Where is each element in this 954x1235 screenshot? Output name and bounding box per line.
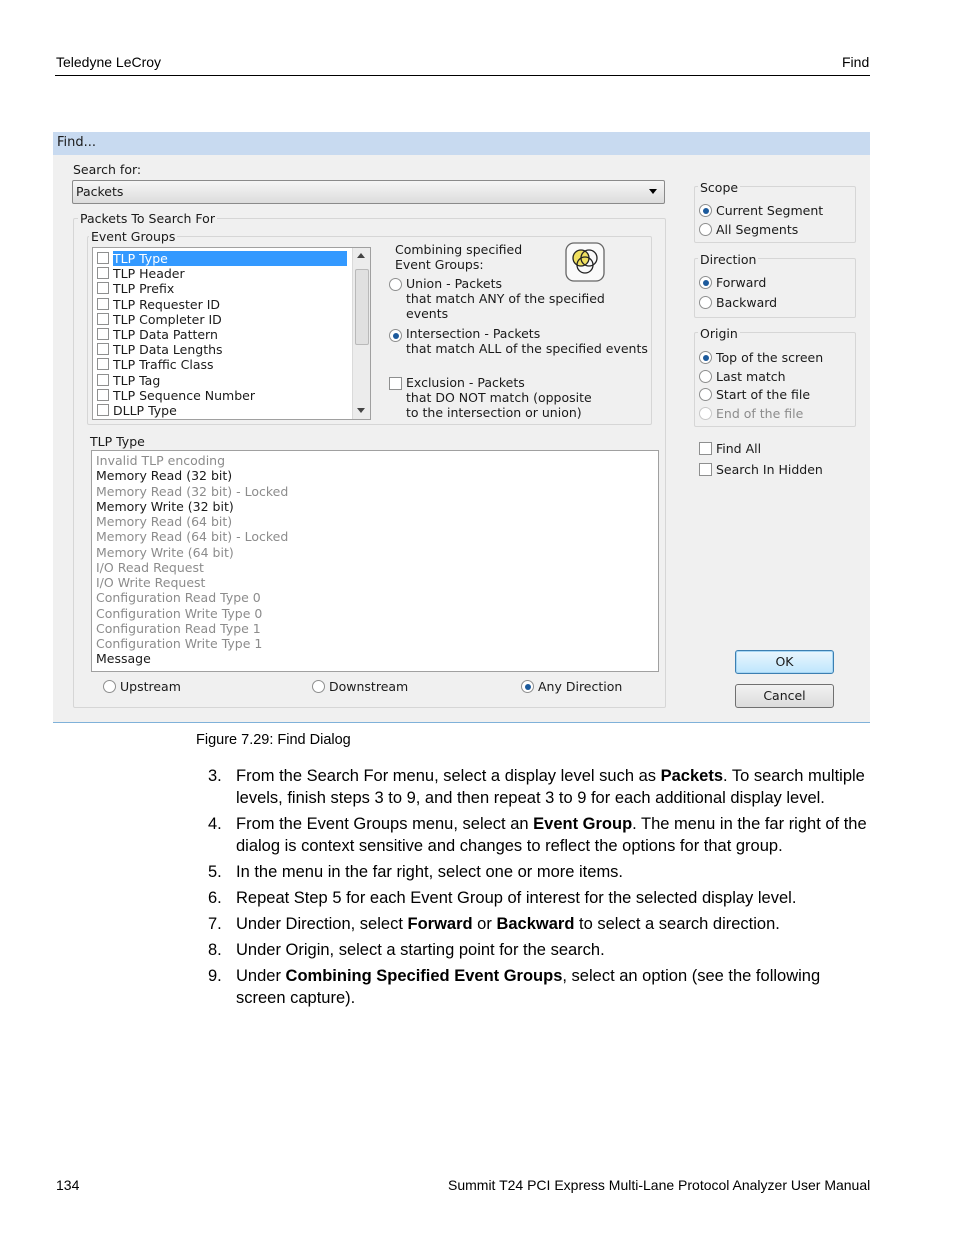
event-group-item[interactable] [97,373,160,388]
step-text: Under Origin, select a starting point for the search. [236,941,605,959]
exclusion-desc-1: that DO NOT match (opposite [406,390,592,405]
event-group-label: TLP Tag [113,372,161,388]
event-group-checkbox[interactable] [97,328,109,340]
step-text: , select an option (see the following screen capture). [236,967,821,1007]
cancel-button[interactable]: Cancel [735,684,834,708]
all-segments-radio[interactable] [699,223,712,236]
step-number: 5. [208,863,222,881]
step-text: . The menu in the far right of the dialog is context sensitive and changes to reflect the options for that group. [236,815,867,855]
step-number: 4. [208,815,222,833]
step-item [208,813,873,857]
event-group-label: TLP Prefix [113,281,175,297]
tlp-type-item[interactable]: Memory Read (64 bit) - Locked [96,529,289,545]
tlp-type-item[interactable]: Memory Read (32 bit) - Locked [96,483,289,499]
event-group-item[interactable] [97,312,222,327]
step-text: Under Direction, select [236,915,408,933]
last-match-label: Last match [716,369,786,384]
end-of-file-label: End of the file [716,406,804,421]
event-group-checkbox[interactable] [97,252,109,264]
find-all-checkbox[interactable] [699,442,712,455]
step-text: From the Search For menu, select a display level such as [236,767,661,785]
union-desc-1: that match ANY of the specified [406,291,605,306]
event-group-item[interactable] [97,403,177,418]
figure-caption: Figure 7.29: Find Dialog [196,732,351,748]
event-group-item[interactable] [97,357,214,372]
combining-label-2: Event Groups: [395,257,484,272]
event-group-label: TLP Completer ID [113,311,222,327]
event-group-item[interactable] [97,297,220,312]
tlp-type-item[interactable]: Memory Write (64 bit) [96,544,234,560]
dialog-title-bar [53,132,870,155]
top-of-screen-radio[interactable] [699,351,712,364]
all-segments-label: All Segments [716,222,799,237]
event-group-checkbox[interactable] [97,374,109,386]
top-of-screen-label: Top of the screen [716,350,824,365]
chevron-down-icon [649,189,657,194]
start-of-file-label: Start of the file [716,387,811,402]
step-text: to select a search direction. [574,915,780,933]
event-group-item[interactable] [97,342,223,357]
intersection-desc: that match ALL of the specified events [406,341,648,356]
union-desc-2: events [406,306,449,321]
tlp-type-item[interactable]: Message [96,651,151,667]
step-text: Repeat Step 5 for each Event Group of interest for the selected display level. [236,889,797,907]
upstream-label: Upstream [120,679,181,694]
direction-label: Direction [700,252,757,267]
step-number: 8. [208,941,222,959]
step-text: In the menu in the far right, select one or more items. [236,863,624,881]
step-emphasis: Backward [496,915,575,933]
exclusion-title: Exclusion - Packets [406,375,525,390]
tlp-type-item[interactable]: Configuration Write Type 1 [96,636,263,651]
combining-label-1: Combining specified [395,242,523,257]
backward-label: Backward [716,295,778,310]
step-text: . To search multiple levels, finish steps 3 to 9, and then repeat 3 to 9 for each additional display level. [236,767,865,807]
event-groups-scrollbar[interactable] [352,248,370,419]
event-group-checkbox[interactable] [97,267,109,279]
tlp-type-item[interactable]: I/O Read Request [96,559,204,575]
start-of-file-radio[interactable] [699,388,712,401]
event-group-checkbox[interactable] [97,343,109,355]
intersection-title: Intersection - Packets [406,326,541,341]
step-text: or [472,915,497,933]
step-emphasis: Combining Specified Event Groups [285,967,563,985]
exclusion-desc-2: to the intersection or union) [406,405,582,420]
upstream-radio[interactable] [103,680,116,693]
event-group-item[interactable] [97,251,347,266]
search-for-label: Search for: [73,162,142,177]
step-text: Under [236,967,286,985]
step-item [208,765,873,809]
find-dialog [53,132,870,723]
event-group-label: TLP Data Lengths [113,342,223,358]
step-emphasis: Packets [660,767,723,785]
step-emphasis: Event Group [533,815,633,833]
current-segment-label: Current Segment [716,203,824,218]
step-emphasis: Forward [407,915,473,933]
dialog-title: Find... [57,135,97,150]
event-group-label: TLP Data Pattern [113,327,218,342]
footer-title: Summit T24 PCI Express Multi-Lane Protocol Analyzer User Manual [448,1177,871,1193]
union-radio[interactable] [389,278,402,291]
header-rule [55,75,870,76]
event-group-label: TLP Sequence Number [113,387,255,403]
tlp-type-item[interactable]: Configuration Read Type 1 [96,620,261,636]
downstream-radio[interactable] [312,680,325,693]
step-number: 3. [208,767,222,785]
any-direction-label: Any Direction [538,679,623,694]
tlp-type-list[interactable] [91,450,659,672]
end-of-file-radio[interactable] [699,407,712,420]
event-group-checkbox[interactable] [97,282,109,294]
step-item [208,861,873,883]
footer-page-number: 134 [56,1177,80,1193]
steps-list [208,765,873,1013]
event-group-item[interactable] [97,281,174,296]
event-group-checkbox[interactable] [97,389,109,401]
find-all-label: Find All [716,441,762,456]
search-for-dropdown[interactable] [72,180,665,204]
tlp-type-item[interactable]: I/O Write Request [96,575,206,590]
event-group-checkbox[interactable] [97,358,109,370]
step-number: 6. [208,889,222,907]
search-hidden-label: Search In Hidden [716,462,823,477]
event-group-item[interactable] [97,388,255,403]
event-group-item[interactable] [97,266,185,281]
tlp-type-item[interactable]: Configuration Read Type 0 [96,590,261,606]
event-group-checkbox[interactable] [97,404,109,416]
backward-radio[interactable] [699,296,712,309]
search-hidden-checkbox[interactable] [699,463,712,476]
packets-group-label: Packets To Search For [80,211,215,226]
origin-label: Origin [700,326,738,341]
step-number: 9. [208,967,222,985]
intersection-radio[interactable] [389,329,402,342]
any-direction-radio[interactable] [521,680,534,693]
step-item [208,939,873,961]
scroll-thumb[interactable] [355,269,369,345]
venn-diagram-icon [565,242,605,282]
tlp-type-label: TLP Type [90,434,145,449]
event-group-label: DLLP Type [113,403,177,418]
step-number: 7. [208,915,222,933]
event-groups-label: Event Groups [91,229,176,244]
step-text: From the Event Groups menu, select an [236,815,534,833]
event-group-checkbox[interactable] [97,298,109,310]
event-group-item[interactable] [97,327,218,342]
search-for-value: Packets [76,184,124,199]
event-group-label: TLP Traffic Class [113,357,214,373]
tlp-type-item[interactable]: Memory Read (64 bit) [96,514,233,529]
union-title: Union - Packets [406,276,502,291]
tlp-type-item[interactable]: Memory Write (32 bit) [96,498,234,514]
event-groups-list [92,247,371,420]
current-segment-radio[interactable] [699,204,712,217]
header-right: Find [842,54,870,70]
step-item [208,965,873,1009]
event-group-label: TLP Header [113,266,185,282]
forward-radio[interactable] [699,276,712,289]
scope-label: Scope [700,180,739,195]
step-item [208,887,873,909]
scroll-down-icon[interactable] [357,408,365,413]
step-item [208,913,873,935]
event-group-label: TLP Requester ID [113,296,221,312]
scroll-up-icon[interactable] [357,253,365,258]
header-left: Teledyne LeCroy [56,54,162,70]
event-group-checkbox[interactable] [97,313,109,325]
tlp-type-item[interactable]: Invalid TLP encoding [96,453,226,468]
exclusion-checkbox[interactable] [389,377,402,390]
tlp-type-item[interactable]: Configuration Write Type 0 [96,605,263,621]
forward-label: Forward [716,275,767,290]
ok-button[interactable]: OK [735,650,834,674]
tlp-type-item[interactable]: Memory Read (32 bit) [96,468,233,484]
downstream-label: Downstream [329,679,409,694]
last-match-radio[interactable] [699,370,712,383]
event-group-label: TLP Type [113,251,347,266]
